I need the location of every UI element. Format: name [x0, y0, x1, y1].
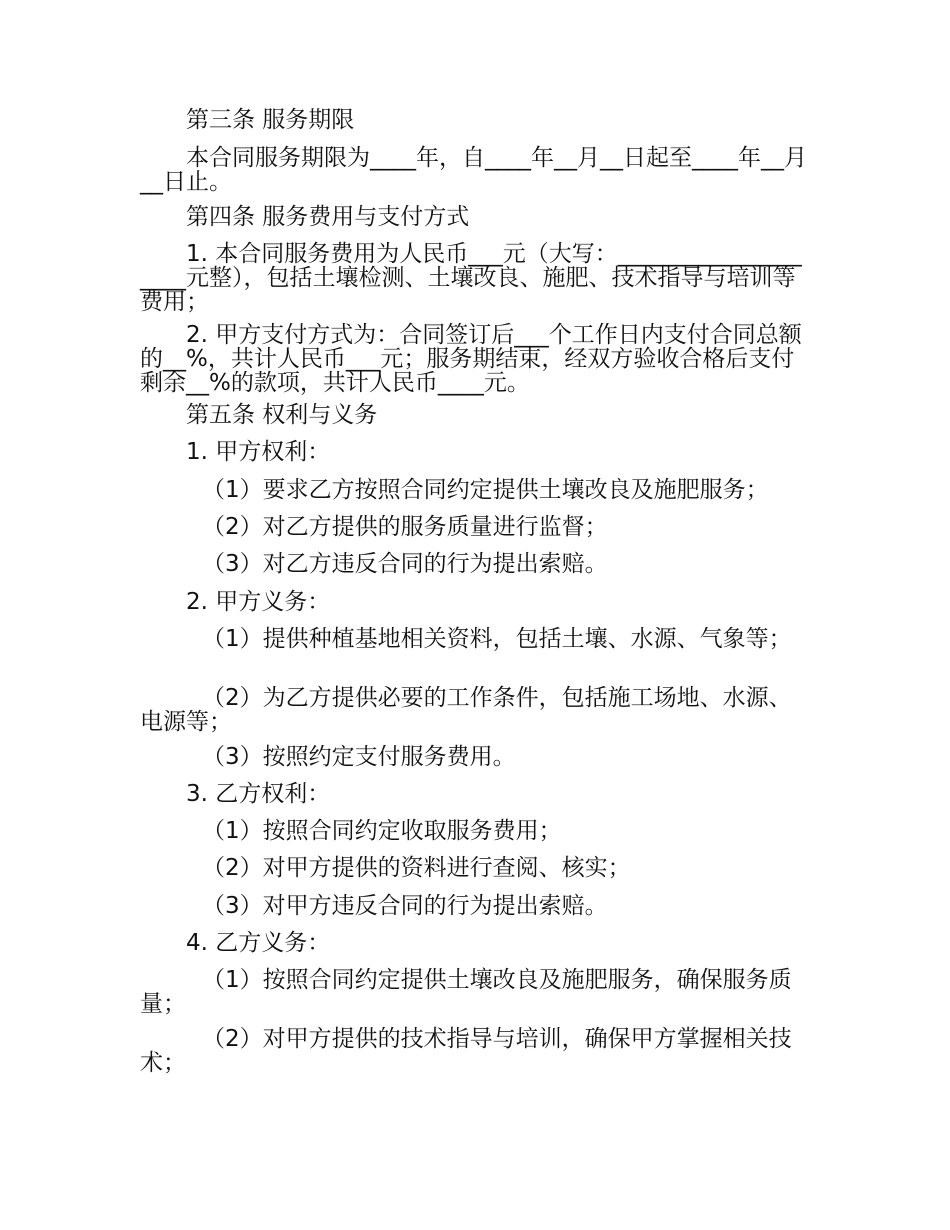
- party-a-duties-heading: 2. 甲方义务：: [186, 589, 331, 615]
- party-a-right-1: （1）要求乙方按照合同约定提供土壤改良及施肥服务；: [202, 477, 769, 503]
- party-b-right-2: （2）对甲方提供的资料进行查阅、核实；: [202, 855, 631, 881]
- service-fee-paragraph: 1. 本合同服务费用为人民币___元（大写：____________________元整），包括土壤检测、土壤改良、施肥、技术指导与培训等费用；: [140, 241, 802, 315]
- article-4-heading: 第四条 服务费用与支付方式: [186, 204, 470, 230]
- party-a-right-2: （2）对乙方提供的服务质量进行监督；: [202, 514, 608, 540]
- party-a-duty-3: （3）按照约定支付服务费用。: [202, 744, 516, 770]
- party-a-rights-heading: 1. 甲方权利：: [186, 439, 331, 465]
- party-b-right-1: （1）按照合同约定收取服务费用；: [202, 818, 562, 844]
- party-b-right-3: （3）对甲方违反合同的行为提出索赔。: [202, 893, 608, 919]
- party-a-right-3: （3）对乙方违反合同的行为提出索赔。: [202, 551, 608, 577]
- party-a-duty-1: （1）提供种植基地相关资料，包括土壤、水源、气象等；: [202, 626, 792, 652]
- party-a-duty-2: （2）为乙方提供必要的工作条件，包括施工场地、水源、电源等；: [140, 685, 792, 735]
- article-3-heading: 第三条 服务期限: [186, 107, 355, 133]
- party-b-rights-heading: 3. 乙方权利：: [186, 781, 331, 807]
- party-b-duties-heading: 4. 乙方义务：: [186, 930, 331, 956]
- article-5-heading: 第五条 权利与义务: [186, 402, 378, 428]
- party-b-duty-1: （1）按照合同约定提供土壤改良及施肥服务，确保服务质量；: [140, 967, 792, 1017]
- service-term-paragraph: 本合同服务期限为____年，自____年__月__日起至____年__月__日止。: [140, 145, 807, 195]
- payment-method-paragraph: 2. 甲方支付方式为：合同签订后___个工作日内支付合同总额的__%，共计人民币___元；服务期结束，经双方验收合格后支付剩余__%的款项，共计人民币____元。: [140, 322, 802, 396]
- party-b-duty-2: （2）对甲方提供的技术指导与培训，确保甲方掌握相关技术；: [140, 1026, 792, 1076]
